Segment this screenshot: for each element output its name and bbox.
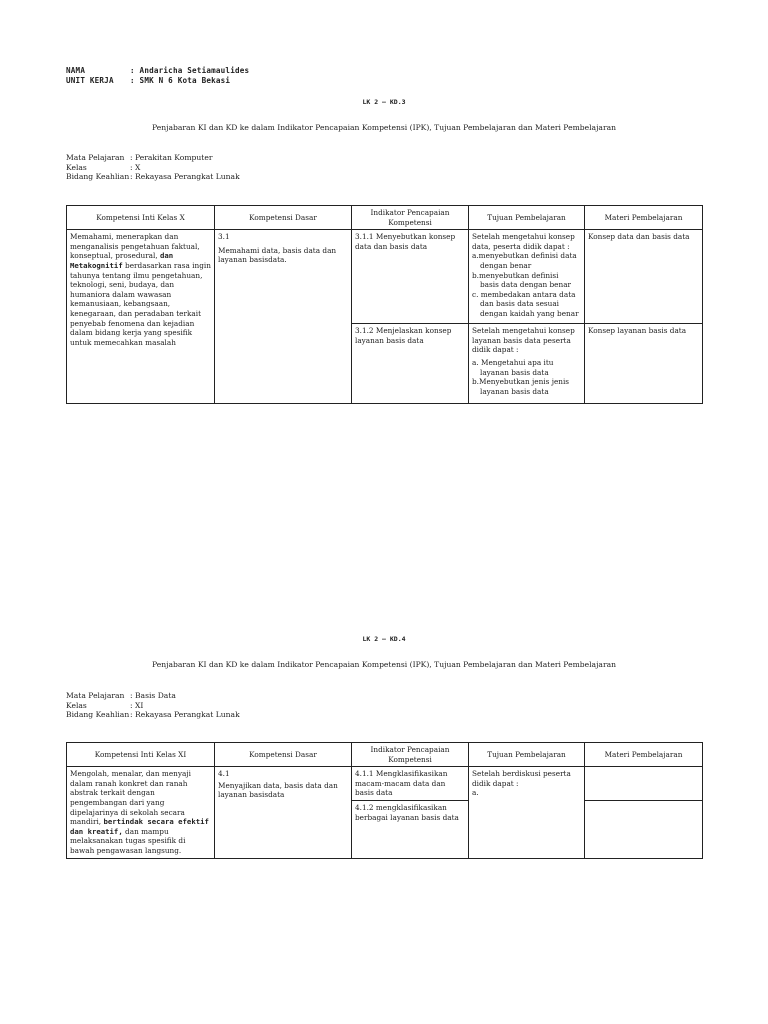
meta-value: : Perakitan Komputer [130, 153, 213, 162]
meta-label: Kelas [66, 162, 87, 172]
nama-label: NAMA [66, 66, 86, 75]
meta-value: : Rekayasa Perangkat Lunak [130, 710, 240, 720]
lk-title-kd3: LK 2 – KD.3 [362, 98, 406, 106]
ki-cell [67, 230, 215, 404]
tp-cell [469, 324, 585, 404]
col-header: Materi Pembelajaran [585, 743, 703, 767]
mp-cell [585, 767, 703, 801]
kd-number: 4.1 [218, 769, 230, 779]
col-header: Kompetensi Inti Kelas XI [67, 743, 215, 767]
meta-value: : X [130, 162, 141, 172]
col-header: Kompetensi Dasar [215, 206, 352, 230]
tp-item: a.menyebutkan definisi data [472, 251, 577, 261]
ki-text: dan mampu melaksanakan tugas spesifik di bawah pengawasan langsung. [70, 826, 186, 855]
kd-number: 3.1 [218, 232, 230, 242]
lk-title-kd4: LK 2 – KD.4 [362, 635, 406, 643]
meta-label: Bidang Keahlian [66, 172, 130, 182]
meta-label: Mata Pelajaran [66, 153, 125, 162]
tp-item: dan basis data sesuai [480, 299, 560, 309]
tp-item: layanan basis data [480, 367, 549, 377]
tp-cell [469, 230, 585, 324]
tp-item: layanan basis data [480, 386, 549, 396]
nama-value: : Andaricha Setiamaulides [130, 66, 250, 75]
ipk-cell: 3.1.1 Menyebutkan konsep data dan basis data [352, 230, 469, 324]
col-header: Kompetensi Dasar [215, 743, 352, 767]
unit-label: UNIT KERJA [66, 76, 114, 85]
col-header: Tujuan Pembelajaran [469, 743, 585, 767]
kd-text: Memahami data, basis data dan layanan basisdata. [218, 245, 337, 265]
tp-item: dengan kaidah yang benar [480, 308, 579, 318]
ki-cell [67, 767, 215, 859]
ki-bold-text: dan Metakognitif [70, 251, 174, 270]
tp-item: c. membedakan antara data [472, 289, 576, 299]
mp-cell: Konsep data dan basis data [585, 230, 703, 324]
col-header: Indikator Pencapaian Kompetensi [352, 206, 469, 230]
ipk-cell: 4.1.1 Mengklasifikasikan macam-macam data dan basis data [352, 767, 469, 801]
section1-subtitle: Penjabaran KI dan KD ke dalam Indikator Pencapaian Kompetensi (IPK), Tujuan Pembelajaran dan Materi Pembelajaran [151, 123, 617, 132]
unit-value: : SMK N 6 Kota Bekasi [130, 76, 231, 85]
ki-bold-text: bertindak secara efektif dan kreatif, [70, 817, 209, 836]
tp-intro: Setelah mengetahui konsep data, peserta didik dapat : [472, 232, 575, 251]
meta-value: : Basis Data [130, 691, 176, 700]
col-header: Tujuan Pembelajaran [469, 206, 585, 230]
ki-text: berdasarkan rasa ingin tahunya tentang ilmu pengetahuan, teknologi, seni, budaya, dan humaniora dalam wawasan kemanusiaan, kebangsaan, kenegaraan, dan peradaban terkait penyebab fenomena dan kejadian dalam bidang kerja yang spesifik untuk memecahkan masalah [70, 260, 211, 347]
col-header: Materi Pembelajaran [585, 206, 703, 230]
kd-text: Menyajikan data, basis data dan layanan basisdata [218, 780, 338, 800]
mp-cell: Konsep layanan basis data [585, 324, 703, 404]
section2-subtitle: Penjabaran KI dan KD ke dalam Indikator Pencapaian Kompetensi (IPK), Tujuan Pembelajaran dan Materi Pembelajaran [151, 660, 617, 669]
tp-item: b.menyebutkan definisi [472, 270, 559, 280]
section1-meta [66, 153, 240, 182]
meta-value: : XI [130, 700, 144, 710]
ipk-cell: 3.1.2 Menjelaskan konsep layanan basis data [352, 324, 469, 404]
kd-cell [215, 767, 352, 859]
meta-label: Bidang Keahlian [66, 710, 130, 720]
tp-intro: Setelah mengetahui konsep layanan basis data peserta didik dapat : [472, 326, 575, 355]
kd3-table [66, 205, 703, 404]
identity-header [66, 66, 249, 86]
kd-cell [215, 230, 352, 404]
tp-item: basis data dengan benar [480, 280, 572, 290]
ki-text: Memahami, menerapkan dan menganalisis pengetahuan faktual, konseptual, prosedural, [70, 232, 200, 261]
ki-text: Mengolah, menalar, dan menyaji dalam ranah konkret dan ranah abstrak terkait dengan pengembangan dari yang dipelajarinya di sekolah secara mandiri, [70, 769, 191, 827]
meta-label: Mata Pelajaran [66, 691, 125, 700]
mp-cell [585, 801, 703, 859]
tp-item: dengan benar [480, 260, 532, 270]
tp-item: b.Menyebutkan jenis jenis [472, 377, 570, 387]
meta-label: Kelas [66, 700, 87, 710]
meta-value: : Rekayasa Perangkat Lunak [130, 172, 240, 182]
tp-intro: Setelah berdiskusi peserta didik dapat : [472, 769, 571, 788]
section2-meta [66, 691, 240, 720]
tp-item: a. [472, 788, 479, 798]
col-header: Kompetensi Inti Kelas X [67, 206, 215, 230]
col-header: Indikator Pencapaian Kompetensi [352, 743, 469, 767]
tp-cell [469, 767, 585, 859]
kd4-table [66, 742, 703, 859]
tp-item: a. Mengetahui apa itu [472, 357, 554, 367]
ipk-cell: 4.1.2 mengklasifikasikan berbagai layanan basis data [352, 801, 469, 859]
